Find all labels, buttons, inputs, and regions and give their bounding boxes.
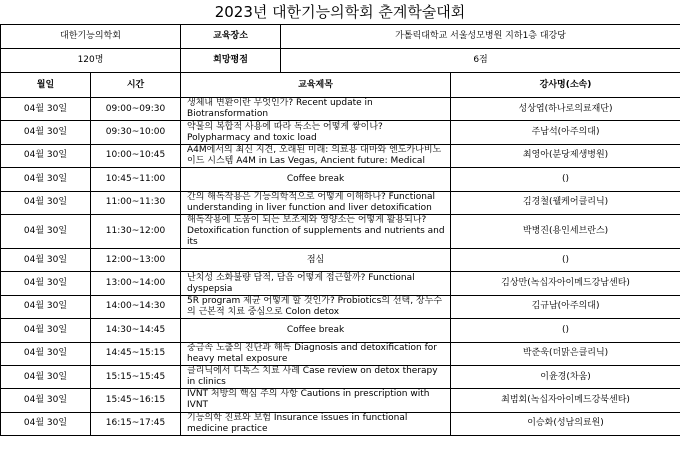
table-row bbox=[1, 144, 680, 167]
table-row bbox=[1, 389, 680, 412]
session-lecturer: 김경철(웰케어클리닉) bbox=[451, 191, 680, 214]
table-row bbox=[1, 342, 680, 365]
session-subject: 난치성 소화불량 담적, 담음 어떻게 접근할까? Functional dyspepsia bbox=[181, 272, 451, 295]
session-time: 14:30~14:45 bbox=[91, 319, 181, 342]
session-date: 04월 30일 bbox=[1, 412, 91, 435]
info-row-capacity bbox=[1, 49, 680, 73]
session-subject: Coffee break bbox=[181, 319, 451, 342]
session-subject: 5R program 제균 어떻게 할 것인가? Probiotics의 선택, 장누수의 근본적 치료 중심으로 Colon detox bbox=[181, 295, 451, 318]
session-time: 15:15~15:45 bbox=[91, 365, 181, 388]
session-time: 14:00~14:30 bbox=[91, 295, 181, 318]
table-row bbox=[1, 295, 680, 318]
schedule-table bbox=[0, 24, 680, 436]
session-lecturer: 최영아(분당제생병원) bbox=[451, 144, 680, 167]
session-date: 04월 30일 bbox=[1, 295, 91, 318]
table-row bbox=[1, 168, 680, 191]
session-time: 13:00~14:00 bbox=[91, 272, 181, 295]
session-date: 04월 30일 bbox=[1, 248, 91, 271]
session-subject: 해독작용에 도움이 되는 보조제와 영양소는 어떻게 활용되나? Detoxification function of supplements and nutrients and its bbox=[181, 214, 451, 248]
session-lecturer: 이윤경(차움) bbox=[451, 365, 680, 388]
session-subject: 기능의학 진료와 보험 Insurance issues in functional medicine practice bbox=[181, 412, 451, 435]
table-row bbox=[1, 248, 680, 271]
session-date: 04월 30일 bbox=[1, 365, 91, 388]
rating-value: 6점 bbox=[281, 49, 680, 73]
session-date: 04월 30일 bbox=[1, 98, 91, 121]
session-date: 04월 30일 bbox=[1, 191, 91, 214]
session-time: 16:15~17:45 bbox=[91, 412, 181, 435]
session-date: 04월 30일 bbox=[1, 272, 91, 295]
session-lecturer: () bbox=[451, 248, 680, 271]
session-subject: 점심 bbox=[181, 248, 451, 271]
header-lecturer: 강사명(소속) bbox=[451, 73, 680, 98]
table-row bbox=[1, 214, 680, 248]
session-date: 04월 30일 bbox=[1, 319, 91, 342]
session-lecturer: 김상만(녹십자아이메드강남센타) bbox=[451, 272, 680, 295]
table-row bbox=[1, 121, 680, 144]
header-time: 시간 bbox=[91, 73, 181, 98]
session-date: 04월 30일 bbox=[1, 214, 91, 248]
session-time: 09:30~10:00 bbox=[91, 121, 181, 144]
table-row bbox=[1, 191, 680, 214]
session-lecturer: 김규남(아주의대) bbox=[451, 295, 680, 318]
session-date: 04월 30일 bbox=[1, 121, 91, 144]
session-lecturer: () bbox=[451, 319, 680, 342]
session-time: 12:00~13:00 bbox=[91, 248, 181, 271]
capacity-value: 120명 bbox=[1, 49, 181, 73]
org-name: 대한기능의학회 bbox=[1, 25, 181, 49]
table-header-row bbox=[1, 73, 680, 98]
session-lecturer: 이승화(성남의료원) bbox=[451, 412, 680, 435]
session-date: 04월 30일 bbox=[1, 342, 91, 365]
venue-value: 가톨릭대학교 서울성모병원 지하1층 대강당 bbox=[281, 25, 680, 49]
session-subject: 중금속 노출의 진단과 해독 Diagnosis and detoxification for heavy metal exposure bbox=[181, 342, 451, 365]
table-row bbox=[1, 272, 680, 295]
session-lecturer: 박병진(용인세브란스) bbox=[451, 214, 680, 248]
session-lecturer: 주남석(아주의대) bbox=[451, 121, 680, 144]
table-row bbox=[1, 365, 680, 388]
session-time: 15:45~16:15 bbox=[91, 389, 181, 412]
session-subject: 생체내 변환이란 무엇인가? Recent update in Biotransformation bbox=[181, 98, 451, 121]
session-time: 10:45~11:00 bbox=[91, 168, 181, 191]
session-time: 10:00~10:45 bbox=[91, 144, 181, 167]
session-time: 09:00~09:30 bbox=[91, 98, 181, 121]
venue-label: 교육장소 bbox=[181, 25, 281, 49]
session-lecturer: () bbox=[451, 168, 680, 191]
session-subject: 간의 해독작용은 기능의학적으로 어떻게 이해하나? Functional understanding in liver function and liver detoxification bbox=[181, 191, 451, 214]
session-subject: A4M에서의 최신 지견, 오래된 미래: 의료용 대마와 엔도카나비노이드 시스템 A4M in Las Vegas, Ancient future: Medical bbox=[181, 144, 451, 167]
rating-label: 희망평점 bbox=[181, 49, 281, 73]
session-subject: 약물의 복합적 사용에 따라 독소는 어떻게 쌓이나? Polypharmacy and toxic load bbox=[181, 121, 451, 144]
session-lecturer: 성상엽(하나로의료재단) bbox=[451, 98, 680, 121]
table-row bbox=[1, 319, 680, 342]
session-lecturer: 박준욱(더맑은클리닉) bbox=[451, 342, 680, 365]
session-time: 11:00~11:30 bbox=[91, 191, 181, 214]
page-title: 2023년 대한기능의학회 춘계학술대회 bbox=[214, 3, 466, 21]
table-row bbox=[1, 412, 680, 435]
session-date: 04월 30일 bbox=[1, 168, 91, 191]
session-date: 04월 30일 bbox=[1, 144, 91, 167]
info-row-venue bbox=[1, 25, 680, 49]
session-date: 04월 30일 bbox=[1, 389, 91, 412]
header-date: 월일 bbox=[1, 73, 91, 98]
session-subject: IVNT 처방의 핵심 주의 사항 Cautions in prescription with IVNT bbox=[181, 389, 451, 412]
table-row bbox=[1, 98, 680, 121]
session-subject: Coffee break bbox=[181, 168, 451, 191]
session-subject: 클리닉에서 디톡스 치료 사례 Case review on detox therapy in clinics bbox=[181, 365, 451, 388]
session-time: 14:45~15:15 bbox=[91, 342, 181, 365]
session-lecturer: 최범회(녹십자아이메드강북센타) bbox=[451, 389, 680, 412]
session-time: 11:30~12:00 bbox=[91, 214, 181, 248]
header-subject: 교육제목 bbox=[181, 73, 451, 98]
